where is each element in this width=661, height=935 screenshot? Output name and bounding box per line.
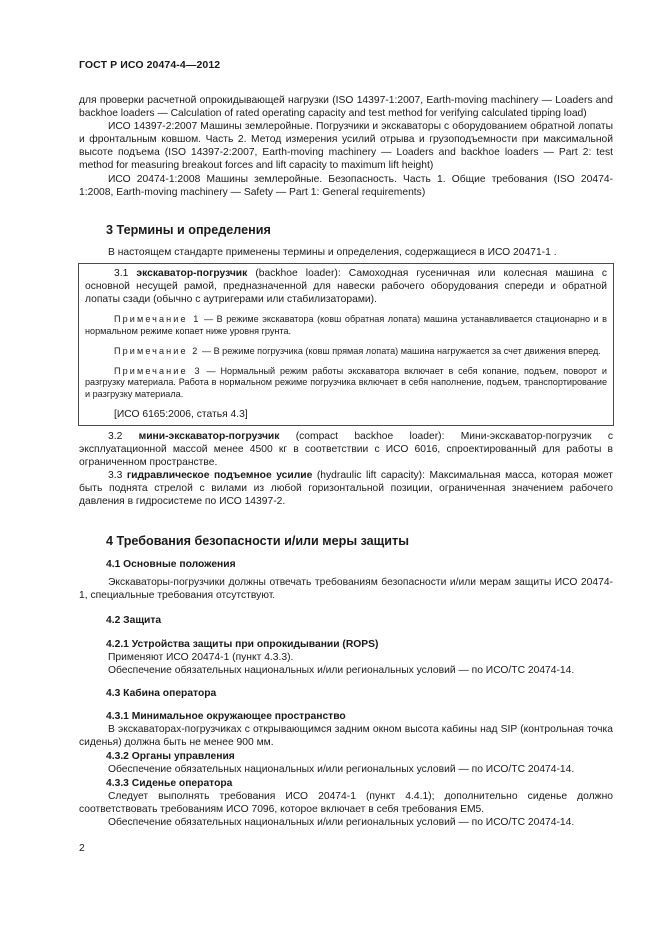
body-paragraph: Экскаваторы-погрузчики должны отвечать требованиям безопасности и/или мерам защиты ИСО 20474-1, специальные требования отсутствуют. bbox=[79, 576, 613, 601]
source-reference: [ИСО 6165:2006, статья 4.3] bbox=[114, 408, 248, 420]
term-definition-box bbox=[78, 263, 614, 426]
subsection-heading: 4.3.3 Сиденье оператора bbox=[106, 778, 233, 790]
subsection-heading: 4.3.1 Минимальное окружающее пространство bbox=[106, 710, 346, 722]
note-text: — В режиме экскаватора (ковш обратная лопата) машина устанавливается стационарно и в нормальном режиме копает ниже уровня грунта. bbox=[85, 314, 608, 336]
note bbox=[85, 366, 607, 401]
note-text: — В режиме погрузчика (ковш прямая лопата) машина нагружается за счет движения вперед. bbox=[199, 345, 601, 356]
term-number: 3.3 bbox=[108, 470, 123, 482]
subsection-heading: 4.3 Кабина оператора bbox=[106, 687, 217, 699]
term-definition bbox=[79, 430, 613, 469]
note bbox=[85, 314, 607, 338]
body-paragraph: Следует выполнять требования ИСО 20474-1 (пункт 4.4.1); дополнительно сиденье должно соответствовать требованиям ИСО 7096, которое включает в себя требования ЕМ5. bbox=[79, 791, 613, 816]
reference-paragraph: для проверки расчетной опрокидывающей нагрузки (ISO 14397-1:2007, Earth-moving machinery — Loaders and backhoe loaders — Calculation of rated operating capacity and test method for verifying calculated tipping load) bbox=[79, 95, 613, 120]
reference-paragraph: ИСО 20474-1:2008 Машины землеройные. Безопасность. Часть 1. Общие требования (ISO 20474-1:2008, Earth-moving machinery — Safety — Part 1: General requirements) bbox=[79, 173, 613, 198]
term-text: (backhoe loader): Самоходная гусеничная или колесная машина с основной несущей рамой, предназначенной для навески рабочего оборудования спереди и обратной лопаты сзади (обычно с аутригерами или стабилизаторами). bbox=[85, 267, 607, 306]
note-label: Примечание 3 bbox=[114, 365, 202, 376]
term-text: (hydraulic lift capacity): Максимальная масса, которая может быть поднята стрелой с вилами из любой горизонтальной позиции, ограниченная значением рабочего давления в гидросистеме по ИСО 14397-2. bbox=[79, 470, 613, 508]
subsection-heading: 4.1 Основные положения bbox=[106, 558, 236, 570]
subsection-heading: 4.3.2 Органы управления bbox=[106, 751, 235, 763]
term-name: гидравлическое подъемное усилие bbox=[126, 470, 313, 482]
body-paragraph: Обеспечение обязательных национальных и/или региональных условий — по ИСО/ТС 20474-14. bbox=[108, 664, 575, 676]
section-intro: В настоящем стандарте применены термины и определения, содержащиеся в ИСО 20471-1 . bbox=[108, 246, 557, 258]
body-paragraph: В экскаваторах-погрузчиках с открывающимся задним окном высота кабины над SIP (контрольная точка сиденья) должна быть не менее 900 мм. bbox=[79, 723, 613, 749]
term-name: мини-экскаватор-погрузчик bbox=[138, 431, 280, 442]
term-text: (compact backhoe loader): Мини-экскаватор-погрузчик с эксплуатационной массой менее 4500 кг в соответствии с ИСО 6016, спроектированный для работы в ограниченном пространстве. bbox=[79, 431, 613, 469]
page-number: 2 bbox=[79, 843, 85, 854]
section-heading: 4 Требования безопасности и/или меры защиты bbox=[106, 533, 409, 548]
term-name: экскаватор-погрузчик bbox=[136, 267, 248, 279]
note bbox=[85, 346, 607, 358]
note-label: Примечание 2 bbox=[114, 345, 200, 356]
term-number: 3.1 bbox=[114, 267, 129, 279]
term-definition bbox=[85, 267, 607, 306]
subsection-heading: 4.2 Защита bbox=[106, 614, 162, 626]
term-definition bbox=[79, 469, 613, 508]
document-header: ГОСТ Р ИСО 20474-4—2012 bbox=[79, 59, 221, 71]
body-paragraph: Обеспечение обязательных национальных и/или региональных условий — по ИСО/ТС 20474-14. bbox=[108, 764, 575, 776]
section-heading: 3 Термины и определения bbox=[106, 222, 271, 237]
body-paragraph: Применяют ИСО 20474-1 (пункт 4.3.3). bbox=[108, 651, 294, 663]
subsection-heading: 4.2.1 Устройства защиты при опрокидывании (ROPS) bbox=[106, 638, 379, 650]
note-label: Примечание 1 bbox=[114, 314, 201, 325]
term-number: 3.2 bbox=[108, 431, 123, 442]
page-content bbox=[79, 94, 613, 830]
note-text: — Нормальный режим работы экскаватора включает в себя копание, подъем, поворот и разгрузку материала. Работа в нормальном режиме погрузчика включает в себя наполнение, подъем, транспортирование и разгрузку материала. bbox=[85, 365, 607, 400]
body-paragraph: Обеспечение обязательных национальных и/или региональных условий — по ИСО/ТС 20474-14. bbox=[108, 817, 575, 829]
reference-paragraph: ИСО 14397-2:2007 Машины землеройные. Погрузчики и экскаваторы с оборудованием обратной лопаты и фронтальным ковшом. Часть 2. Метод измерения усилий отрыва и грузоподъемности при максимальной высоте подъема (ISO 14397-2:2007, Earth-moving machinery — Loaders and backhoe loaders — Part 2: test method for measuring breakout forces and lift capacity to maximum lift height) bbox=[79, 121, 613, 172]
